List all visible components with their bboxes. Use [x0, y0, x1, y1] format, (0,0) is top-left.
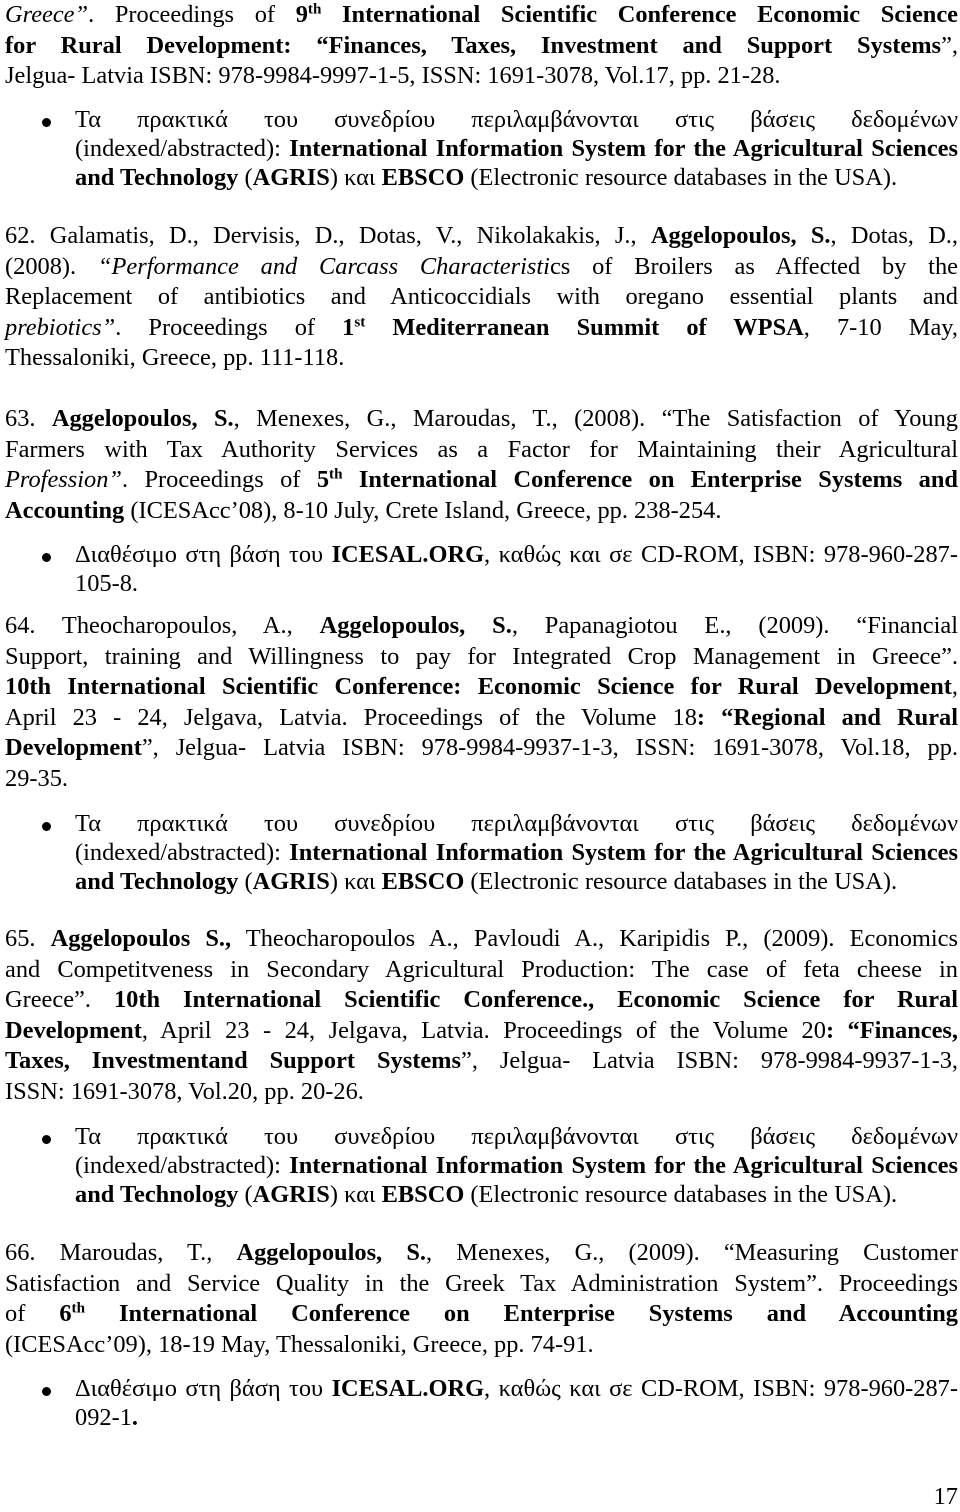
bullet-icon	[42, 1387, 51, 1396]
reference-entry	[5, 221, 958, 374]
text-run: (indexed/abstracted):	[75, 1152, 290, 1179]
bold-text: ICESAL.ORG	[331, 1375, 485, 1402]
bold-text: EBSCO	[381, 1181, 465, 1208]
text-run: . Proceedings of	[122, 466, 317, 493]
text-run: , Dotas, D.,	[830, 222, 958, 249]
text-run: , Menexes, G., (2009). “Measuring Customer	[426, 1239, 958, 1266]
bold-text: Aggelopoulos, S.	[650, 222, 831, 249]
text-run: Jelgua- Latvia ISBN: 978-9984-9997-1-5, ISSN: 1691-3078, Vol.17, pp. 21-28.	[5, 62, 781, 89]
bold-text: Aggelopoulos S.,	[50, 925, 232, 952]
text-run: April 23 - 24, Jelgava, Latvia. Proceedings of the Volume 18	[5, 703, 697, 731]
text-line	[5, 313, 958, 344]
bold-text: 10th International Scientific Conference: Economic Science for Rural Development	[5, 673, 952, 700]
text-line	[5, 955, 958, 986]
bold-text: 5	[316, 466, 330, 493]
page-number: 17	[933, 1483, 958, 1510]
bold-text: International Scientific Conference Economic Science	[321, 1, 958, 28]
text-run: (Electronic resource databases in the USA).	[464, 868, 898, 895]
italic-text: “Performance and Carcass Characteristi	[97, 252, 550, 280]
text-line	[5, 61, 958, 92]
bold-text: EBSCO	[381, 868, 465, 895]
bold-text: Aggelopoulos, S.	[51, 405, 234, 432]
text-run: ) και	[329, 868, 382, 895]
text-run: , Papanagiotou E., (2009). “Financial	[511, 612, 958, 639]
reference-entry	[5, 1238, 958, 1360]
indexing-note	[75, 105, 958, 192]
text-line	[5, 435, 958, 466]
bullet-icon	[42, 1135, 51, 1144]
text-line	[75, 1403, 958, 1432]
text-run: ”, Jelgua- Latvia ISBN: 978-9984-9937-1-3,	[461, 1047, 958, 1074]
text-line	[5, 221, 958, 252]
text-line	[75, 1151, 958, 1180]
text-run: (ICESAcc’08), 8-10 July, Crete Island, Greece, pp. 238-254.	[124, 496, 722, 524]
text-run: ) και	[329, 164, 382, 191]
text-run: 65.	[5, 925, 51, 952]
text-run: 63.	[5, 405, 52, 432]
reference-entry	[5, 924, 958, 1107]
bold-text: Taxes, Investmentand Support Systems	[5, 1047, 461, 1074]
text-run: 105-8.	[75, 570, 139, 597]
indexing-note	[75, 809, 958, 896]
text-line	[75, 1180, 958, 1209]
text-line	[5, 465, 958, 496]
bold-text: Mediterranean Summit of WPSA	[365, 313, 804, 341]
text-run: . Proceedings of	[88, 1, 296, 28]
bold-text: for Rural Development: “Finances, Taxes, Investment and Support Systems	[5, 31, 942, 59]
superscript: th	[307, 1, 322, 18]
superscript: st	[354, 314, 366, 331]
text-line	[5, 1269, 958, 1300]
text-run: ISSN: 1691-3078, Vol.20, pp. 20-26.	[5, 1077, 364, 1105]
bullet-icon	[42, 118, 51, 127]
text-line	[75, 105, 958, 134]
text-line	[75, 809, 958, 838]
text-line	[5, 1330, 958, 1361]
text-line	[5, 642, 958, 673]
bold-text: AGRIS	[252, 164, 330, 191]
text-run: (Electronic resource databases in the USA).	[464, 164, 898, 191]
text-line	[5, 703, 958, 734]
text-run: Τα πρακτικά του συνεδρίου περιλαμβάνονται στις βάσεις δεδομένων	[75, 1123, 958, 1150]
text-line	[5, 343, 958, 374]
text-run: , April 23 - 24, Jelgava, Latvia. Proceedings of the Volume 20	[141, 1016, 826, 1044]
bullet-icon	[42, 822, 51, 831]
bold-text: Development	[5, 1016, 142, 1044]
text-run: cs of Broilers as Affected by the	[549, 252, 958, 280]
text-run: 29-35.	[5, 764, 69, 792]
text-line	[75, 867, 958, 896]
bold-text: International Information System for the Agricultural Sciences	[289, 135, 958, 162]
text-line	[5, 31, 958, 62]
text-line	[5, 924, 958, 955]
text-run: Replacement of antibiotics and Anticoccidials with oregano essential plants and	[5, 283, 958, 310]
text-run: of	[5, 1300, 60, 1327]
text-run: (	[238, 868, 253, 895]
text-line	[5, 0, 958, 31]
text-line	[75, 134, 958, 163]
italic-text: prebiotics”	[5, 313, 116, 341]
bold-text: International Conference on Enterprise Systems and	[342, 466, 958, 493]
bold-text: 1	[342, 313, 355, 341]
bold-text: AGRIS	[252, 868, 330, 895]
text-line	[75, 569, 958, 598]
text-line	[75, 163, 958, 192]
text-run: (2008).	[5, 252, 98, 280]
bold-text: .	[131, 1404, 139, 1431]
text-run: 64. Theocharopoulos, A.,	[5, 612, 320, 639]
text-run: 092-1	[75, 1404, 132, 1431]
text-line	[5, 1299, 958, 1330]
bold-text: Aggelopoulos, S.	[236, 1239, 426, 1266]
text-line	[5, 672, 958, 703]
text-run: (	[238, 164, 253, 191]
text-run: ,	[951, 673, 958, 700]
text-run: Farmers with Tax Authority Services as a Factor for Maintaining their Agricultural	[5, 435, 958, 463]
bold-text: 9	[295, 1, 308, 28]
indexing-note	[75, 1122, 958, 1209]
text-run: , καθώς και σε CD-ROM, ISBN: 978-960-287-	[484, 541, 958, 568]
text-line	[5, 1238, 958, 1269]
text-line	[75, 1374, 958, 1403]
text-line	[75, 838, 958, 867]
bold-text: 6	[59, 1300, 72, 1327]
text-line	[5, 985, 958, 1016]
bullet-icon	[42, 553, 51, 562]
text-run: Thessaloniki, Greece, pp. 111-118.	[5, 344, 345, 371]
text-run: 66. Maroudas, T.,	[5, 1239, 237, 1266]
bold-text: Aggelopoulos, S.	[319, 612, 512, 639]
superscript: th	[71, 1300, 85, 1317]
bold-text: Development	[5, 734, 142, 761]
text-line	[5, 733, 958, 764]
text-line	[5, 404, 958, 435]
text-line	[5, 1016, 958, 1047]
indexing-note	[75, 540, 958, 598]
text-run: (ICESAcc’09), 18-19 May, Thessaloniki, Greece, pp. 74-91.	[5, 1330, 594, 1358]
text-run: (indexed/abstracted):	[75, 135, 290, 162]
text-run: 62. Galamatis, D., Dervisis, D., Dotas, V., Nikolakakis, J.,	[5, 222, 651, 249]
text-run: Διαθέσιμο στη βάση του	[75, 541, 332, 568]
text-run: , καθώς και σε CD-ROM, ISBN: 978-960-287-	[484, 1375, 958, 1402]
text-run: Satisfaction and Service Quality in the Greek Tax Administration System”. Proceedings	[5, 1269, 958, 1297]
bold-text: International Information System for the Agricultural Sciences	[289, 839, 958, 866]
text-run: Greece”.	[5, 986, 114, 1013]
bold-text: International Conference on Enterprise Systems and Accounting	[84, 1300, 959, 1327]
text-run: . Proceedings of	[115, 313, 343, 341]
text-line	[5, 611, 958, 642]
bold-text: AGRIS	[252, 1181, 330, 1208]
bold-text: and Technology	[75, 868, 239, 895]
italic-text: Greece”	[5, 1, 89, 28]
bold-text: EBSCO	[381, 164, 465, 191]
bold-text: : “Regional and Rural	[696, 703, 958, 731]
bold-text: and Technology	[75, 164, 239, 191]
text-run: ”,	[941, 31, 958, 59]
text-run: ”, Jelgua- Latvia ISBN: 978-9984-9937-1-3, ISSN: 1691-3078, Vol.18, pp.	[141, 734, 958, 761]
reference-entry	[5, 404, 958, 526]
text-run: (Electronic resource databases in the USA).	[464, 1181, 898, 1208]
text-line	[5, 764, 958, 795]
text-line	[5, 252, 958, 283]
text-run: and Competitveness in Secondary Agricultural Production: The case of feta cheese in	[5, 955, 958, 983]
text-run: ) και	[329, 1181, 382, 1208]
bold-text: : “Finances,	[825, 1016, 958, 1044]
italic-text: Profession”	[5, 466, 122, 493]
text-line	[5, 1046, 958, 1077]
text-run: Τα πρακτικά του συνεδρίου περιλαμβάνονται στις βάσεις δεδομένων	[75, 106, 958, 133]
reference-entry	[5, 0, 958, 92]
text-run: Theocharopoulos A., Pavloudi A., Karipidis P., (2009). Economics	[231, 925, 958, 952]
text-run: , 7-10 May,	[803, 313, 958, 341]
text-run: (	[238, 1181, 253, 1208]
bold-text: and Technology	[75, 1181, 239, 1208]
reference-entry	[5, 611, 958, 794]
bold-text: Accounting	[5, 496, 125, 524]
bold-text: ICESAL.ORG	[331, 541, 485, 568]
bold-text: International Information System for the Agricultural Sciences	[289, 1152, 958, 1179]
text-run: Τα πρακτικά του συνεδρίου περιλαμβάνονται στις βάσεις δεδομένων	[75, 810, 958, 837]
text-line	[5, 496, 958, 527]
superscript: th	[329, 466, 343, 483]
bold-text: 10th International Scientific Conference., Economic Science for Rural	[113, 986, 959, 1013]
text-run: (indexed/abstracted):	[75, 839, 290, 866]
text-run: Διαθέσιμο στη βάση του	[75, 1375, 332, 1402]
text-line	[75, 540, 958, 569]
text-run: , Menexes, G., Maroudas, T., (2008). “The Satisfaction of Young	[233, 405, 959, 432]
text-line	[5, 1077, 958, 1108]
indexing-note	[75, 1374, 958, 1432]
text-run: Support, training and Willingness to pay for Integrated Crop Management in Greece”.	[5, 642, 958, 670]
text-line	[75, 1122, 958, 1151]
text-line	[5, 282, 958, 313]
